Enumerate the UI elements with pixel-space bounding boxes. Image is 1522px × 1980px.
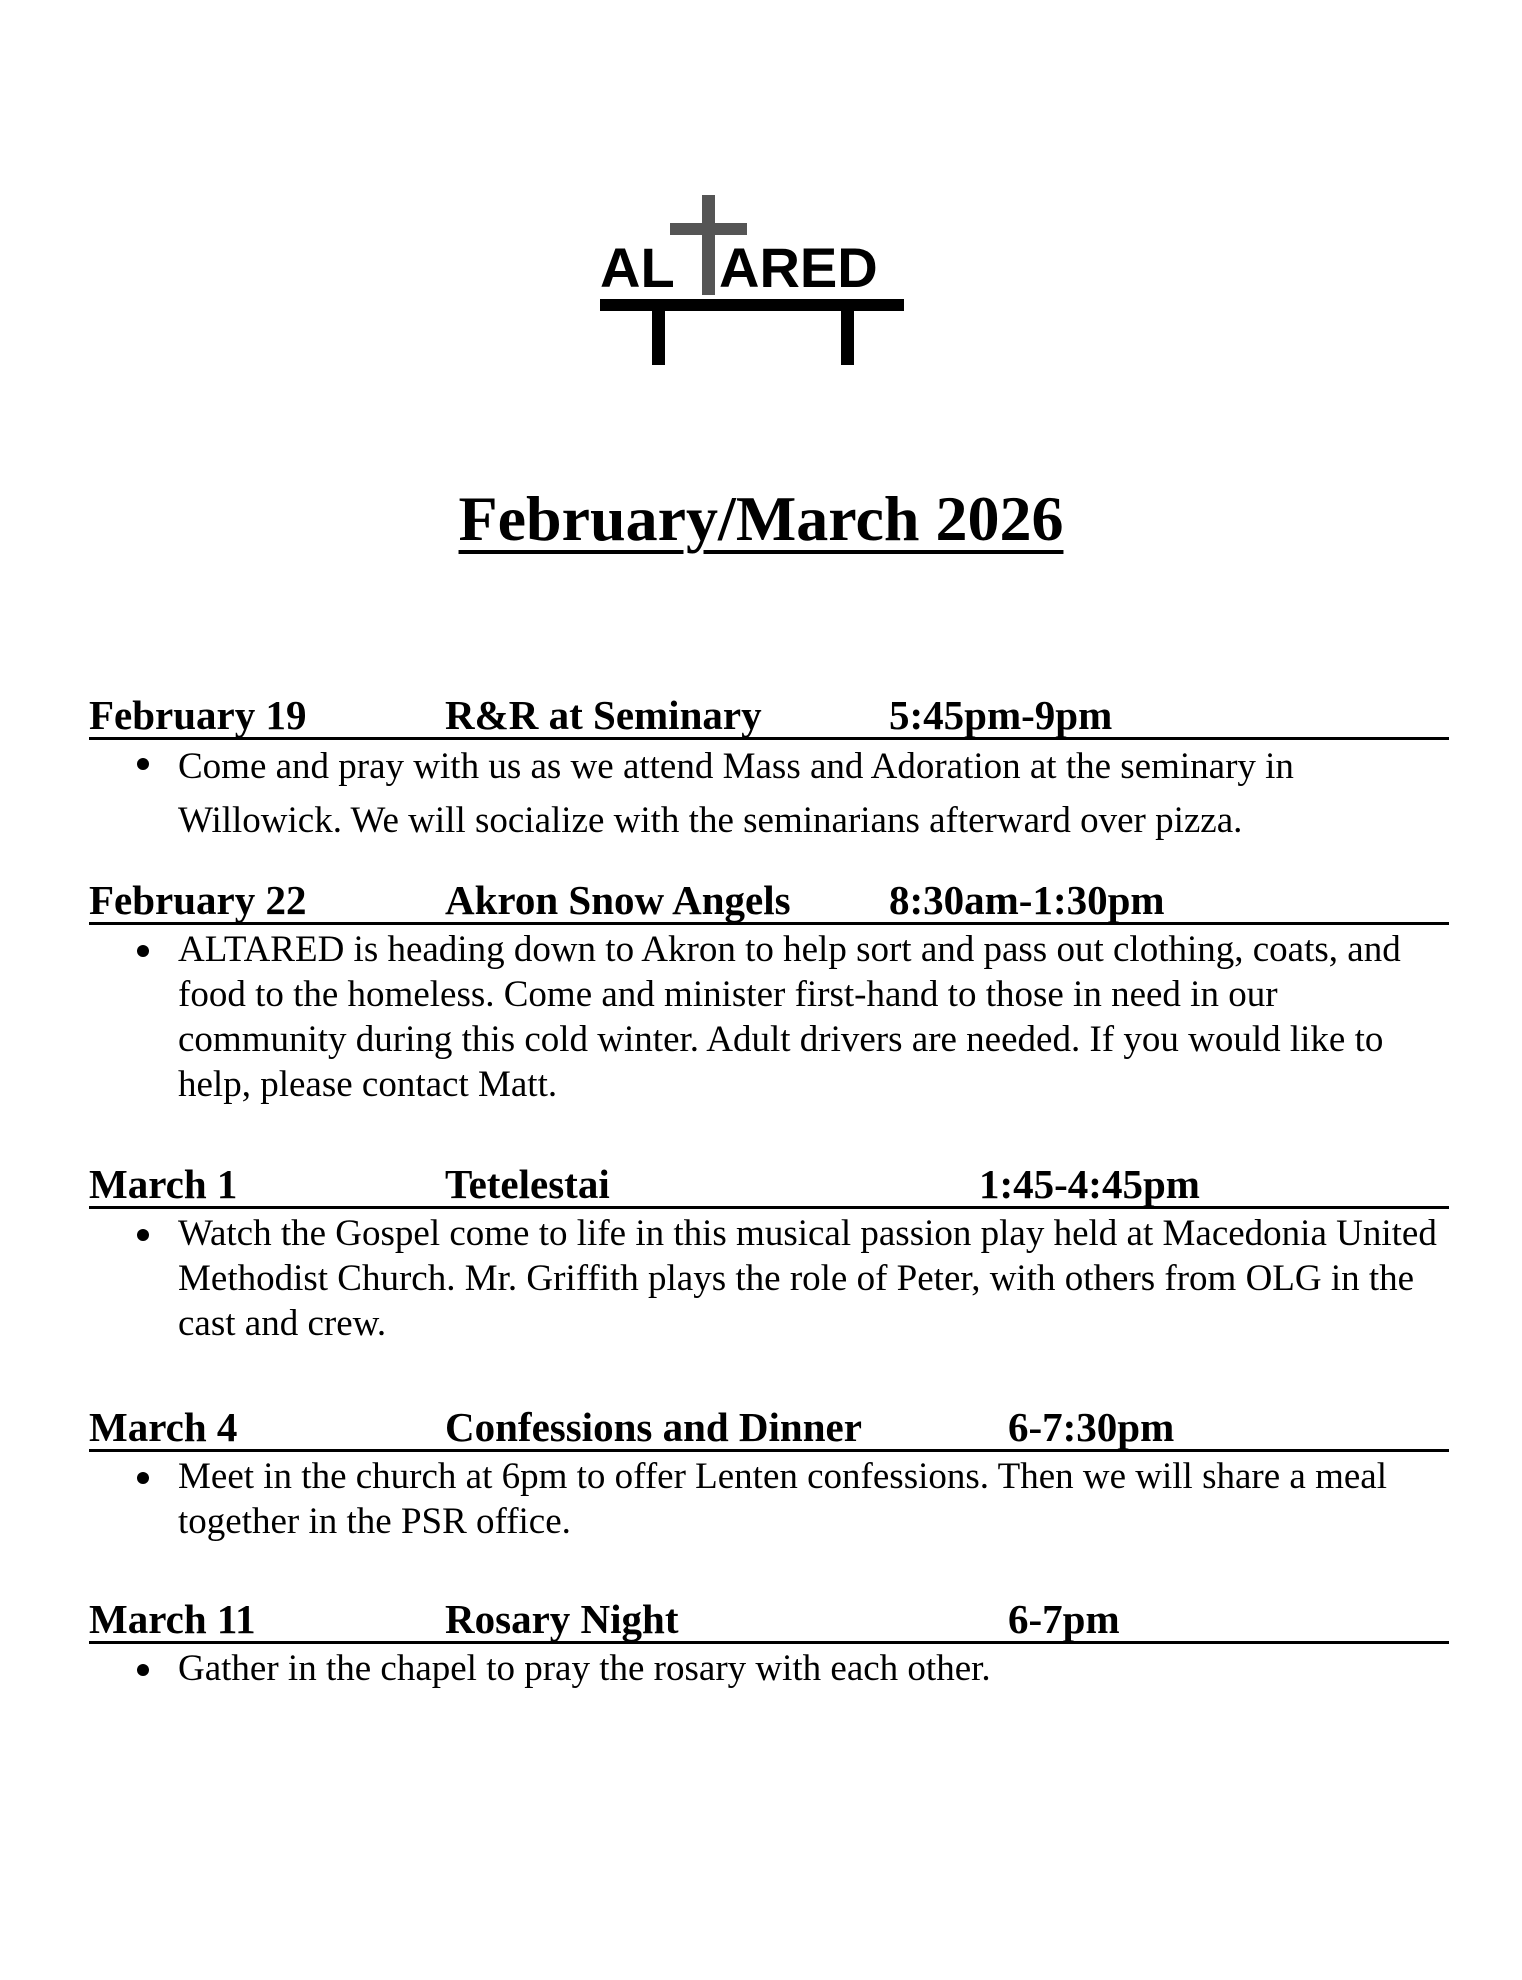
event-description: Gather in the chapel to pray the rosary with each other. (89, 1646, 1449, 1691)
event-name: Rosary Night (445, 1596, 679, 1642)
event-item (89, 1159, 1449, 1346)
event-header (89, 1594, 1449, 1644)
event-header (89, 690, 1449, 740)
event-date: February 22 (89, 877, 307, 923)
event-date: March 11 (89, 1596, 256, 1642)
event-name: Confessions and Dinner (445, 1404, 862, 1450)
event-item (89, 1594, 1449, 1691)
cross-altar-icon (598, 195, 908, 370)
event-header (89, 1402, 1449, 1452)
event-time: 1:45-4:45pm (979, 1161, 1200, 1207)
event-description: Watch the Gospel come to life in this musical passion play held at Macedonia United Methodist Church. Mr. Griffith plays the role of Peter, with others from OLG in the cast and crew. (89, 1211, 1449, 1346)
event-date: February 19 (89, 692, 307, 738)
logo-text-left: AL (600, 236, 675, 299)
event-header (89, 1159, 1449, 1209)
logo-text-right: ARED (719, 236, 878, 299)
event-header (89, 875, 1449, 925)
event-description: ALTARED is heading down to Akron to help sort and pass out clothing, coats, and food to the homeless. Come and minister first-hand to those in need in our community during this cold winter. Adult drivers are needed. If you would like to help, please contact Matt. (89, 927, 1449, 1107)
event-item (89, 690, 1449, 848)
event-name: Akron Snow Angels (445, 877, 791, 923)
altared-logo (598, 195, 908, 370)
event-date: March 4 (89, 1404, 238, 1450)
page-title: February/March 2026 (458, 483, 1064, 554)
event-description: Meet in the church at 6pm to offer Lenten confessions. Then we will share a meal together in the PSR office. (89, 1454, 1449, 1544)
event-description: Come and pray with us as we attend Mass and Adoration at the seminary in Willowick. We will socialize with the seminarians afterward over pizza. (89, 740, 1449, 848)
event-item (89, 875, 1449, 1107)
event-time: 6-7:30pm (1008, 1404, 1175, 1450)
event-date: March 1 (89, 1161, 238, 1207)
event-time: 8:30am-1:30pm (889, 877, 1165, 923)
event-name: R&R at Seminary (445, 692, 762, 738)
event-item (89, 1402, 1449, 1544)
event-name: Tetelestai (445, 1161, 610, 1207)
event-time: 6-7pm (1008, 1596, 1120, 1642)
event-time: 5:45pm-9pm (889, 692, 1113, 738)
